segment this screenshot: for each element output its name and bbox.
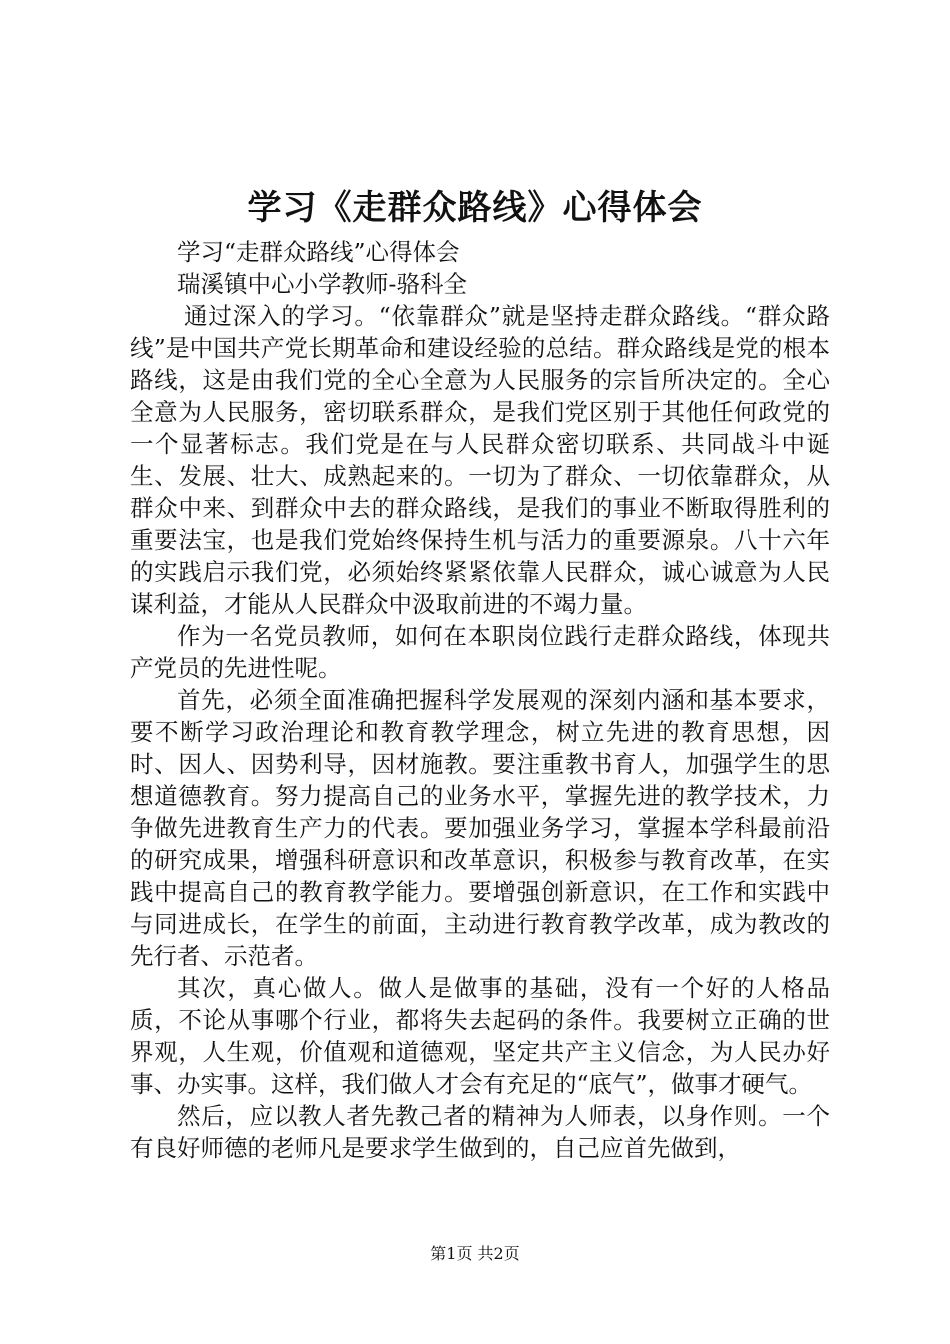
paragraph-5: 然后，应以教人者先教己者的精神为人师表，以身作则。一个有良好师德的老师凡是要求学生做到的，自己应首先做到， [130, 1102, 830, 1162]
author-line: 瑞溪镇中心小学教师-骆科全 [177, 270, 467, 298]
document-title: 学习《走群众路线》心得体会 [247, 188, 703, 228]
subtitle-line: 学习“走群众路线”心得体会 [177, 238, 460, 266]
paragraph-4: 其次，真心做人。做人是做事的基础，没有一个好的人格品质，不论从事哪个行业，都将失去起码的条件。我要树立正确的世界观，人生观，价值观和道德观，坚定共产主义信念，为人民办好事、办实事。这样，我们做人才会有充足的“底气”，做事才硬气。 [130, 974, 830, 1098]
paragraph-2: 作为一名党员教师，如何在本职岗位践行走群众路线，体现共产党员的先进性呢。 [130, 622, 830, 682]
page-footer: 第1页 共2页 [430, 1244, 520, 1263]
document-body [130, 236, 830, 1164]
paragraph-1: 通过深入的学习。“依靠群众”就是坚持走群众路线。“群众路线”是中国共产党长期革命和建设经验的总结。群众路线是党的根本路线，这是由我们党的全心全意为人民服务的宗旨所决定的。全心全意为人民服务，密切联系群众，是我们党区别于其他任何政党的一个显著标志。我们党是在与人民群众密切联系、共同战斗中诞生、发展、壮大、成熟起来的。一切为了群众、一切依靠群众，从群众中来、到群众中去的群众路线，是我们的事业不断取得胜利的重要法宝，也是我们党始终保持生机与活力的重要源泉。八十六年的实践启示我们党，必须始终紧紧依靠人民群众，诚心诚意为人民谋利益，才能从人民群众中汲取前进的不竭力量。 [130, 302, 830, 618]
paragraph-3: 首先，必须全面准确把握科学发展观的深刻内涵和基本要求，要不断学习政治理论和教育教学理念，树立先进的教育思想，因时、因人、因势利导，因材施教。要注重教书育人，加强学生的思想道德教育。努力提高自己的业务水平，掌握先进的教学技术，力争做先进教育生产力的代表。要加强业务学习，掌握本学科最前沿的研究成果，增强科研意识和改革意识，积极参与教育改革，在实践中提高自己的教育教学能力。要增强创新意识，在工作和实践中与同进成长，在学生的前面，主动进行教育教学改革，成为教改的先行者、示范者。 [130, 686, 830, 970]
